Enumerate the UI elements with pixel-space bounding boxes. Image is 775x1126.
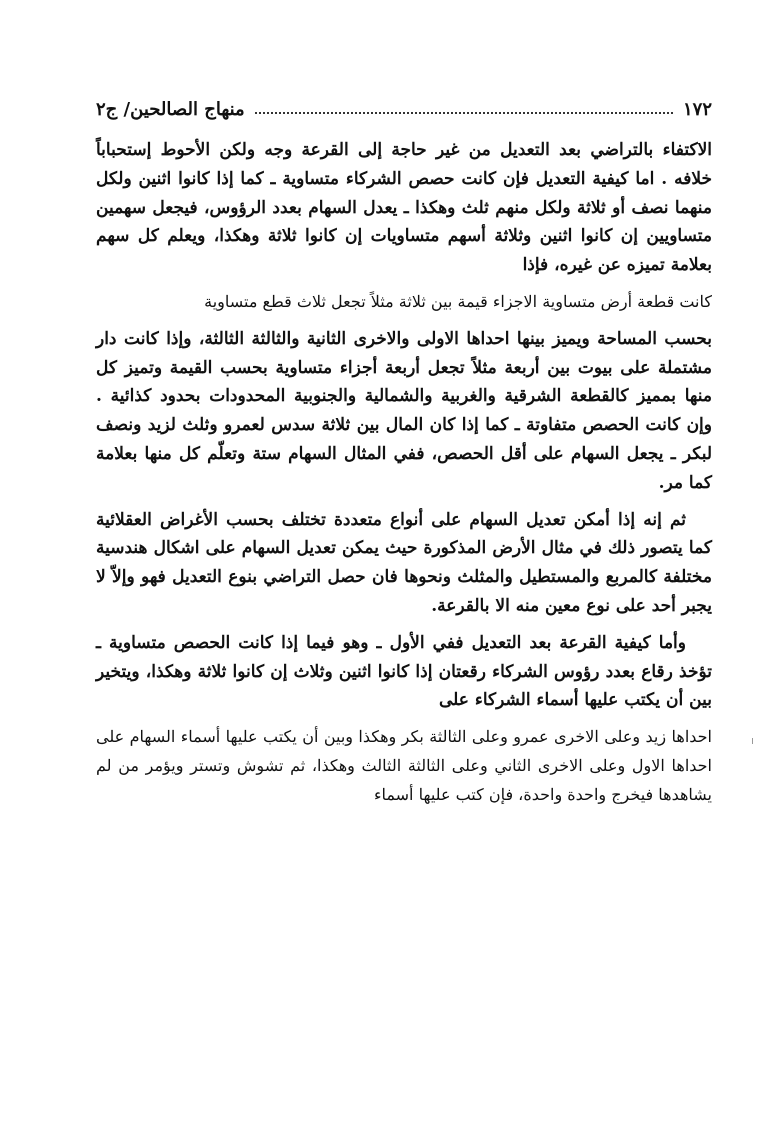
page-body: [96, 136, 712, 818]
running-title: منهاج الصالحين/ ج٢: [96, 99, 245, 120]
paragraph-3-continued: احداها زيد وعلى الاخرى عمرو وعلى الثالثة بكر وهكذا وبين أن يكتب عليها أسماء السهام على احداها الاول وعلى الاخرى الثاني وعلى الثالثة الثالث وهكذا، ثم تشوش وتستر ويؤمر من لم يشاهدها فيخرج واحدة واحدة، فإن كتب عليها أسماء: [96, 727, 712, 804]
paragraph-1: الاكتفاء بالتراضي بعد التعديل من غير حاجة إلى القرعة وجه ولكن الأحوط إستحباباً خلافه . اما كيفية التعديل فإن كانت حصص الشركاء متساوية ـ كما إذا كانوا اثنين ولكل منهما نصف أو ثلاثة ولكل منهم ثلث وهكذا ـ يعدل السهام بعدد الرؤوس، فيجعل سهمين متساويين إن كانوا اثنين وثلاثة أسهم متساويات إن كانوا ثلاثة وهكذا، ويعلم كل سهم بعلامة تميزه عن غيره، فإذا: [96, 140, 712, 276]
dotted-leader: [255, 112, 673, 114]
paragraph-1-continued: بحسب المساحة ويميز بينها احداها الاولى والاخرى الثانية والثالثة الثالثة، وإذا كانت دار مشتملة على بيوت بين أربعة مثلاً تجعل أربعة أجزاء متساوية بحسب القيمة وتميز كل منها بمميز كالقطعة الشرقية والغربية والشمالية والجنوبية المحدودات بحدود كذائية . وإن كانت الحصص متفاوتة ـ كما إذا كان المال بين ثلاثة سدس لعمرو وثلث لزيد ونصف لبكر ـ يجعل السهام على أقل الحصص، ففي المثال السهام ستة وتعلّم كل منها بعلامة كما مر.: [96, 328, 712, 493]
paragraph-3: وأما كيفية القرعة بعد التعديل ففي الأول ـ وهو فيما إذا كانت الحصص متساوية ـ تؤخذ رقاع بعدد رؤوس الشركاء رقعتان إذا كانوا اثنين وثلاث إن كانوا ثلاثة وهكذا، ويتخير بين أن يكتب عليها أسماء الشركاء على: [96, 632, 712, 711]
margin-tick: [752, 738, 753, 744]
paragraph-1-small: كانت قطعة أرض متساوية الاجزاء قيمة بين ثلاثة مثلاً تجعل ثلاث قطع متساوية: [204, 291, 712, 311]
page-header: [96, 94, 712, 120]
paragraph-2: ثم إنه إذا أمكن تعديل السهام على أنواع متعددة تختلف بحسب الأغراض العقلائية كما يتصور ذلك في مثال الأرض المذكورة حيث يمكن تعديل السهام على اشكال هندسية مختلفة كالمربع والمستطيل والمثلث ونحوها فان حصل التراضي بنوع التعديل فهو وإلاّ لا يجبر أحد على نوع معين منه الا بالقرعة.: [96, 509, 712, 616]
page-number: ١٧٢: [682, 99, 712, 120]
